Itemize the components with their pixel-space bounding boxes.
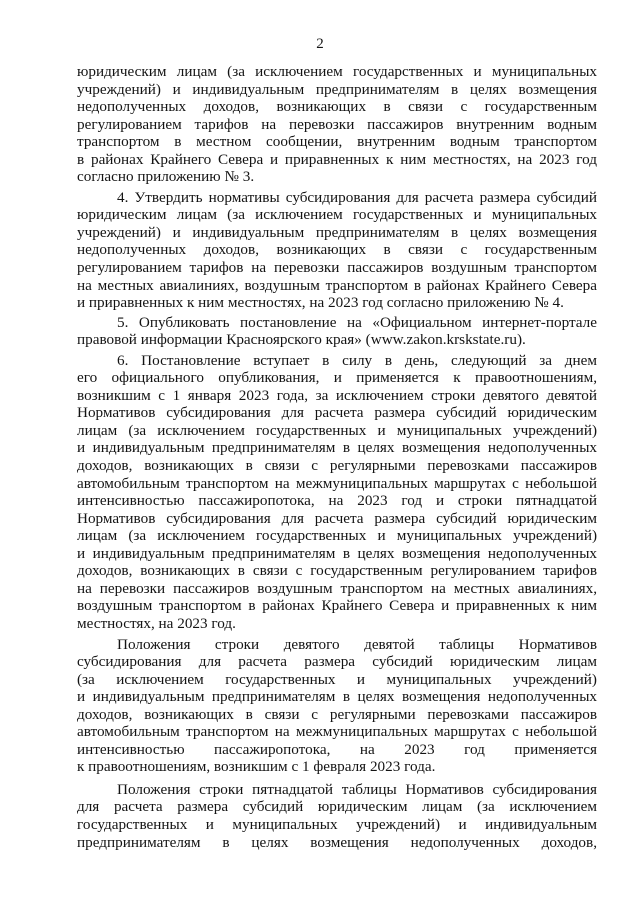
text-line: и приравненных к ним местностях, на 2023 год согласно приложению № 4.	[77, 294, 564, 312]
text-line: 4. Утвердить нормативы субсидирования для расчета размера субсидий	[117, 188, 597, 206]
text-line: Нормативов субсидирования для расчета размера субсидий юридическим	[77, 404, 597, 422]
text-line: юридическим лицам (за исключением государственных и муниципальных	[77, 206, 597, 224]
text-line: доходов, возникающих в связи с регулярными перевозками пассажиров	[77, 705, 597, 723]
text-line: и индивидуальным предпринимателям в целях возмещения недополученных	[77, 544, 597, 562]
paragraph-continuation	[77, 63, 597, 186]
text-line: учреждений) и индивидуальным предпринимателям в целях возмещения	[77, 223, 597, 241]
text-line: и индивидуальным предпринимателям в целях возмещения недополученных	[77, 439, 597, 457]
text-line: к правоотношениям, возникшим с 1 февраля 2023 года.	[77, 758, 436, 776]
text-line: Положения строки пятнадцатой таблицы Нормативов субсидирования	[117, 780, 597, 798]
paragraph-item-4	[77, 189, 597, 312]
text-line: (за исключением государственных и муниципальных учреждений)	[77, 670, 597, 688]
text-line: недополученных доходов, возникающих в связи с государственным	[77, 98, 597, 116]
text-line: регулированием тарифов на перевозки пассажиров воздушным транспортом	[77, 259, 597, 277]
paragraph-provisions-9	[77, 636, 597, 776]
text-line: транспортом в местном сообщении, внутренним водным транспортом	[77, 133, 597, 151]
text-line: интенсивностью пассажиропотока, на 2023 год и строки пятнадцатой	[77, 492, 597, 510]
text-line: на перевозки пассажиров воздушным транспортом на местных авиалиниях,	[77, 579, 597, 597]
text-line: в районах Крайнего Севера и приравненных к ним местностях, на 2023 год	[77, 150, 597, 168]
text-line: Положения строки девятого девятой таблицы Нормативов	[117, 635, 597, 653]
text-line: регулированием тарифов на перевозки пассажиров внутренним водным	[77, 115, 597, 133]
text-line: воздушным транспортом в районах Крайнего Севера и приравненных к ним	[77, 597, 597, 615]
text-line: Нормативов субсидирования для расчета размера субсидий юридическим	[77, 509, 597, 527]
text-line: 5. Опубликовать постановление на «Официальном интернет-портале	[117, 313, 597, 331]
text-line: для расчета размера субсидий юридическим лицам (за исключением	[77, 798, 597, 816]
text-line: лицам (за исключением государственных и муниципальных учреждений)	[77, 421, 597, 439]
text-line: и индивидуальным предпринимателям в целях возмещения недополученных	[77, 688, 597, 706]
text-line: его официального опубликования, и применяется к правоотношениям,	[77, 369, 597, 387]
text-line: предпринимателям в целях возмещения недополученных доходов,	[77, 833, 597, 851]
text-line: субсидирования для расчета размера субсидий юридическим лицам	[77, 653, 597, 671]
text-line: учреждений) и индивидуальным предпринимателям в целях возмещения	[77, 80, 597, 98]
text-line: доходов, возникающих в связи с государственным регулированием тарифов	[77, 562, 597, 580]
text-line: автомобильным транспортом на межмуниципальных маршрутах с небольшой	[77, 723, 597, 741]
text-line: автомобильным транспортом на межмуниципальных маршрутах с небольшой	[77, 474, 597, 492]
paragraph-item-5	[77, 314, 597, 349]
paragraph-provisions-15	[77, 781, 597, 851]
text-line: доходов, возникающих в связи с регулярными перевозками пассажиров	[77, 457, 597, 475]
text-line: недополученных доходов, возникающих в связи с государственным	[77, 241, 597, 259]
text-line: возникшим с 1 января 2023 года, за исключением строки девятого девятой	[77, 386, 597, 404]
text-line: на местных авиалиниях, воздушным транспортом в районах Крайнего Севера	[77, 276, 597, 294]
text-line: местностях, на 2023 год.	[77, 614, 236, 632]
text-line: лицам (за исключением государственных и муниципальных учреждений)	[77, 527, 597, 545]
text-line: юридическим лицам (за исключением государственных и муниципальных	[77, 63, 597, 80]
page-number: 2	[316, 36, 324, 52]
text-line: 6. Постановление вступает в силу в день, следующий за днем	[117, 351, 597, 369]
text-line: государственных и муниципальных учреждений) и индивидуальным	[77, 815, 597, 833]
text-line: интенсивностью пассажиропотока, на 2023 год применяется	[77, 740, 597, 758]
document-body	[77, 63, 597, 851]
text-line: правовой информации Красноярского края» (www.zakon.krskstate.ru).	[77, 331, 526, 349]
text-line: согласно приложению № 3.	[77, 168, 255, 186]
paragraph-item-6	[77, 352, 597, 633]
